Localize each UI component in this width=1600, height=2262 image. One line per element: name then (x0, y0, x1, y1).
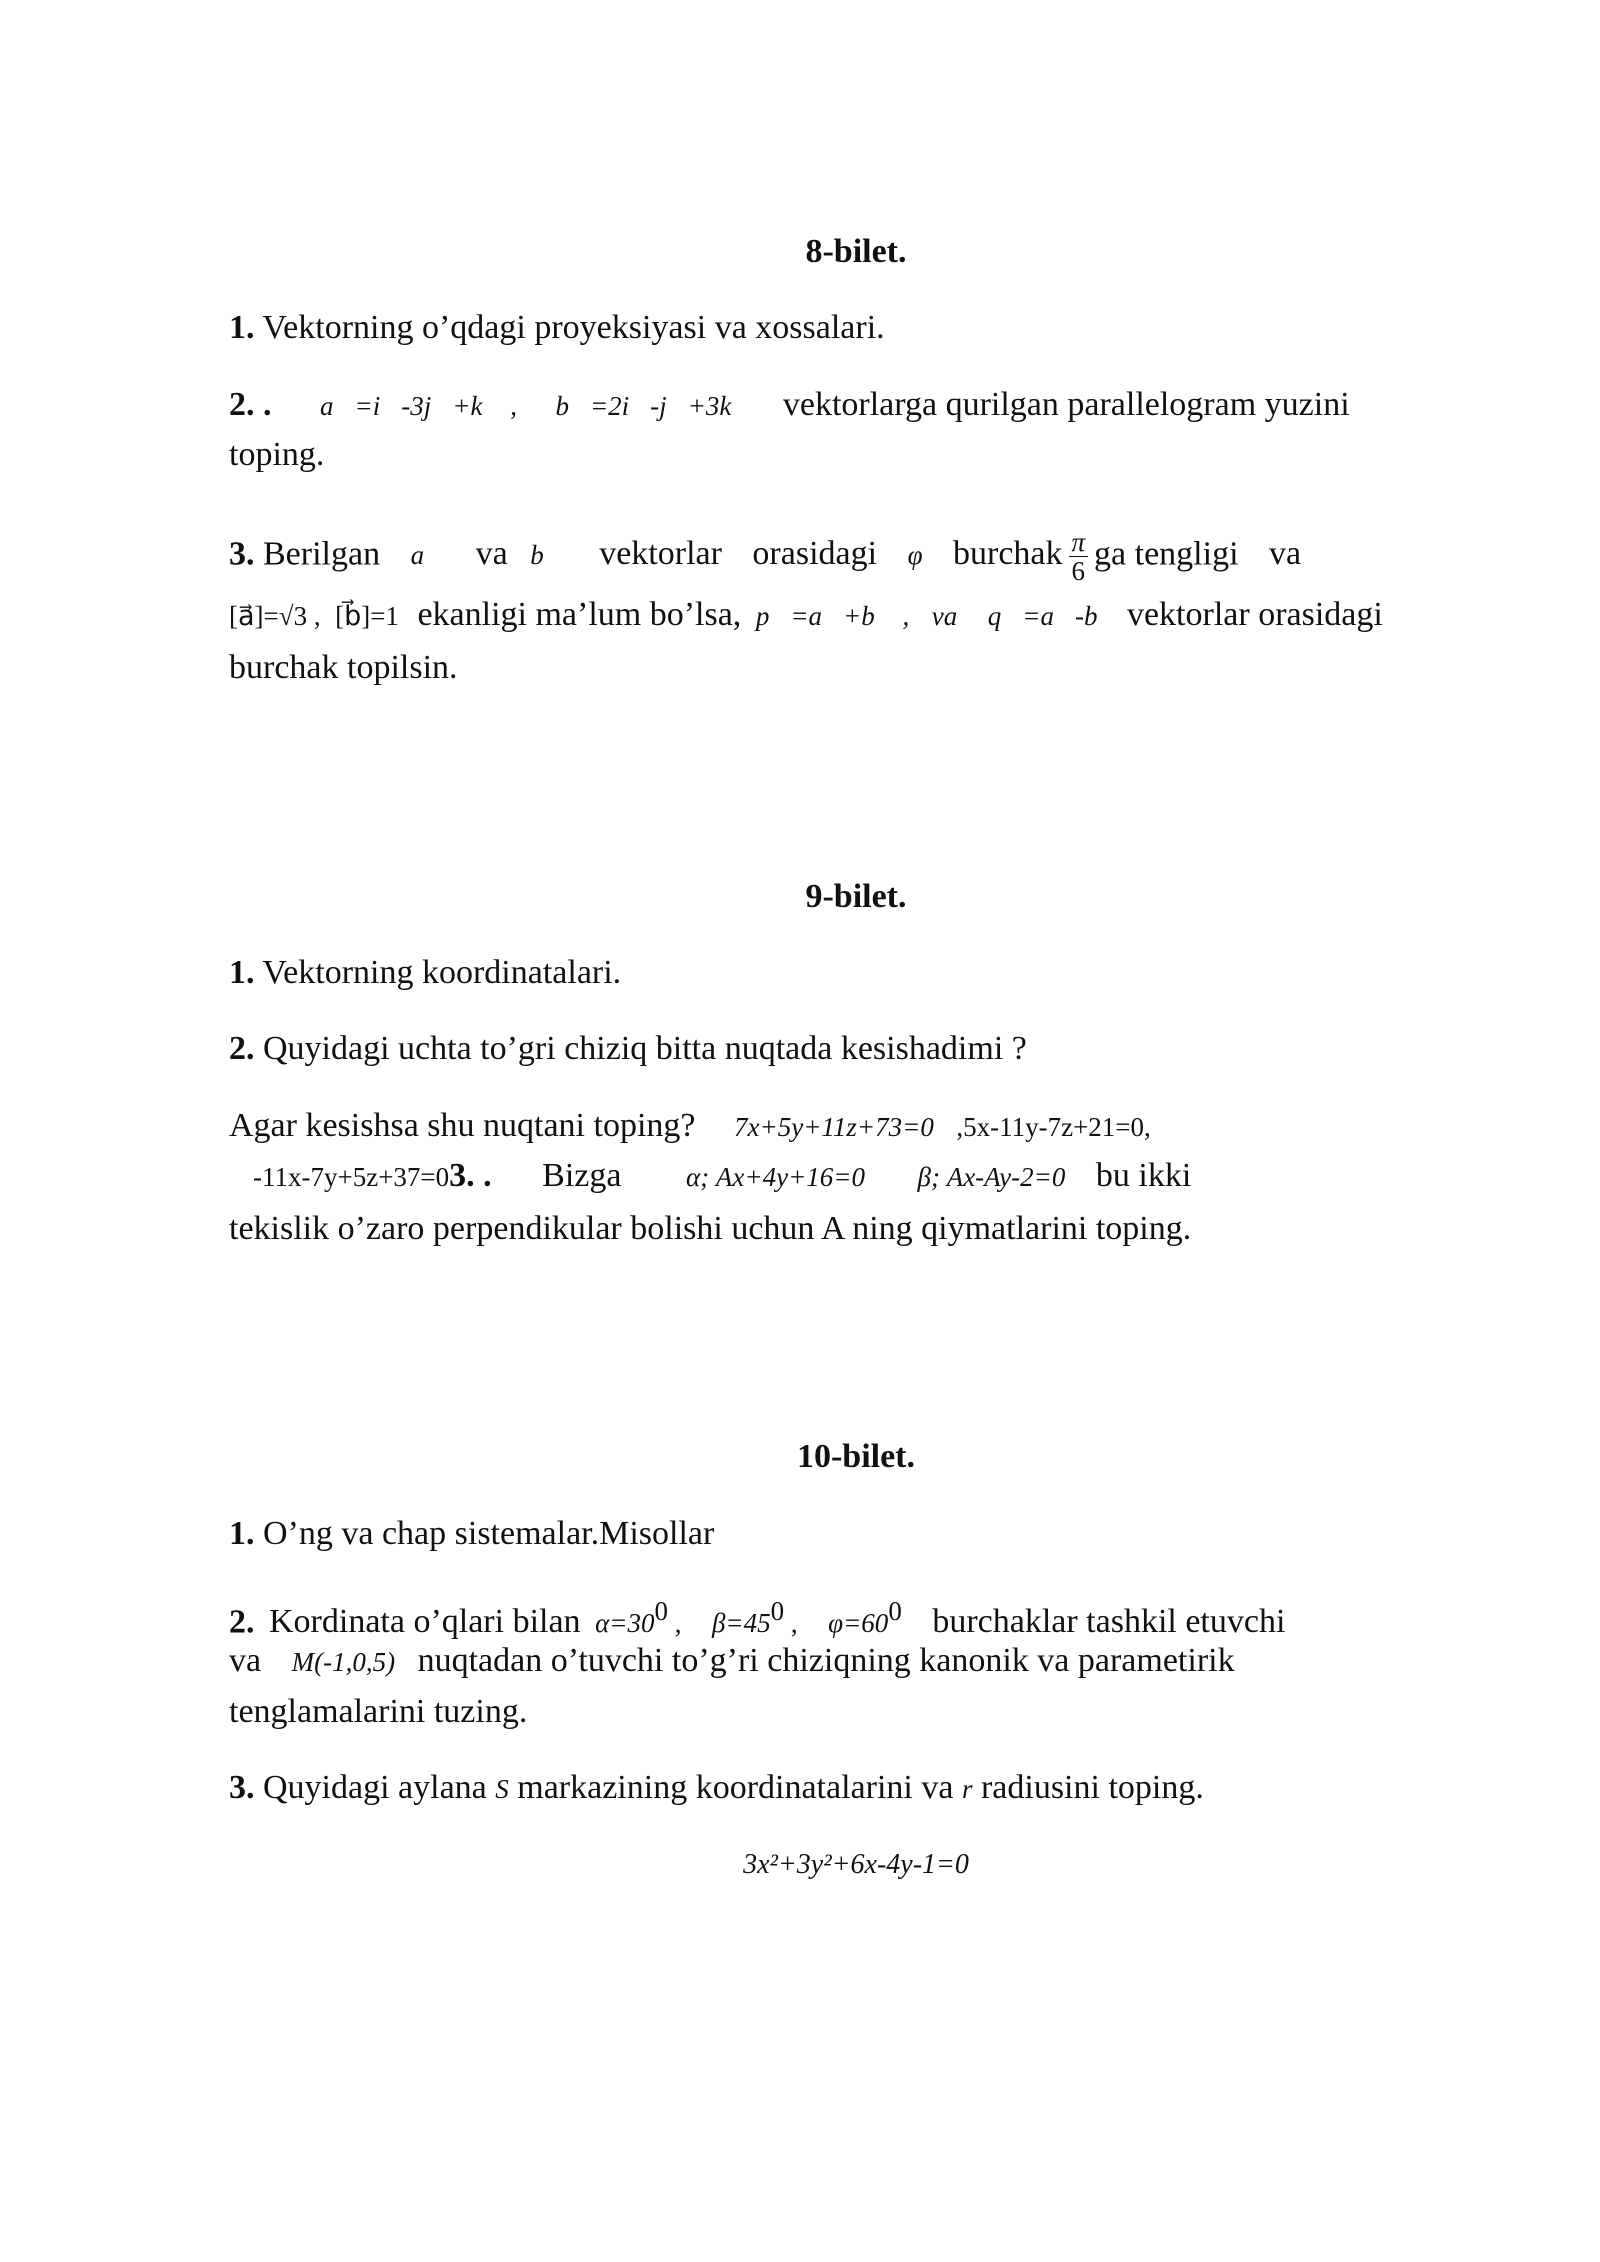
word: va (1269, 535, 1302, 573)
ticket-10-question-2-line-2 (229, 1641, 1235, 1682)
word: bu ikki (1095, 1157, 1192, 1194)
norm-a-equation: [a⃗]=√3 (229, 601, 308, 631)
word: Kordinata o’qlari bilan (269, 1603, 581, 1641)
question-text: vektorlarga qurilgan parallelogram yuzini (782, 386, 1350, 423)
line-2-equation: ,5x-11y-7z+21=0, (956, 1112, 1151, 1142)
ticket-10-question-3 (229, 1768, 1204, 1809)
fraction-pi-over-6 (1069, 528, 1089, 585)
plane-beta-equation: β; Ax-Ay-2=0 (917, 1162, 1066, 1192)
word: va (229, 1642, 262, 1679)
vector-a: a⃗ (410, 540, 446, 571)
symbol-r: r (961, 1774, 973, 1804)
question-text: O’ng va chap sistemalar.Misollar (263, 1515, 715, 1552)
degree-sup: 0 (888, 1596, 902, 1626)
word: ga tengligi (1094, 535, 1239, 573)
vector-q-equation: q⃗=a⃗-b⃗ (987, 601, 1119, 631)
word: vektorlar orasidagi (1126, 596, 1383, 633)
vector-p-equation: p⃗=a⃗+b⃗ , (755, 601, 910, 631)
word: burchak (953, 535, 1063, 573)
question-number: 2. . (229, 386, 272, 423)
ticket-8-question-1 (229, 308, 885, 348)
word-va: va (931, 601, 958, 631)
question-number: 2. (229, 1603, 255, 1641)
point-m: M(-1,0,5) (291, 1647, 396, 1677)
ticket-8-question-3-line-2 (229, 595, 1383, 636)
beta-angle: β=45 (711, 1608, 771, 1639)
line-1-equation: 7x+5y+11z+73=0 (734, 1112, 934, 1142)
separator: , (503, 391, 517, 421)
word: Bizga (542, 1157, 622, 1194)
question-number: 1. (229, 1515, 255, 1552)
ticket-9-line-3 (229, 1106, 1151, 1147)
vector-a-equation: a⃗=i⃗-3j⃗+k⃗ (320, 391, 504, 421)
word: orasidagi (752, 535, 878, 573)
question-number: 2. (229, 1030, 255, 1067)
ticket-9-question-1 (229, 953, 621, 993)
alpha-angle: α=30 (595, 1608, 655, 1639)
ticket-8-title: 8-bilet. (805, 233, 907, 270)
degree-sup: 0 (654, 1596, 668, 1626)
question-number: 3. (229, 535, 255, 573)
plane-alpha-equation: α; Ax+4y+16=0 (685, 1162, 866, 1192)
phi-angle: φ=60 (828, 1608, 889, 1639)
ticket-8-question-2 (229, 385, 1350, 426)
ticket-8-question-3-cont: burchak topilsin. (229, 649, 458, 686)
word: ekanligi ma’lum bo’lsa, (417, 596, 742, 633)
ticket-10-title: 10-bilet. (796, 1438, 916, 1475)
word: va (475, 535, 508, 573)
word: markazining koordinatalarini va (517, 1769, 954, 1806)
ticket-10-question-1 (229, 1514, 714, 1554)
word: Berilgan (263, 535, 381, 573)
separator: , (307, 601, 321, 631)
question-text: Quyidagi uchta to’gri chiziq bitta nuqtada kesishadimi ? (263, 1030, 1027, 1067)
question-number: 3. (229, 1769, 255, 1806)
question-text: Agar kesishsa shu nuqtani toping? (229, 1107, 696, 1144)
word: nuqtadan o’tuvchi to’g’ri chiziqning kanonik va parametirik (417, 1642, 1235, 1679)
ticket-8-question-2-cont: toping. (229, 436, 325, 473)
fraction-numerator: π (1069, 528, 1089, 557)
ticket-9-title: 9-bilet. (805, 878, 907, 915)
ticket-9-line-5: tekislik o’zaro perpendikular bolishi uchun A ning qiymatlarini toping. (229, 1210, 1192, 1247)
ticket-8-question-3 (229, 528, 1301, 585)
question-number: 1. (229, 954, 255, 991)
ticket-10-question-2: 2. Kordinata o’qlari bilan $\alpha=30^0$ , $\beta=45^0$ , $\varphi=60^0$ burchaklar tashkil etuvchi (229, 1596, 1286, 1641)
ticket-9-line-4 (229, 1156, 1191, 1197)
ticket-9-question-2 (229, 1029, 1027, 1069)
line-3-equation: -11x-7y+5z+37=0 (253, 1162, 450, 1192)
question-number: 3. . (449, 1157, 492, 1194)
word: burchaklar tashkil etuvchi (932, 1603, 1286, 1641)
word: radiusini toping. (980, 1769, 1204, 1806)
ticket-10-question-2-cont: tenglamalarini tuzing. (229, 1693, 528, 1730)
vector-b-equation: b⃗=2i⃗-j⃗+3k⃗ (555, 391, 753, 421)
symbol-s: S (495, 1774, 509, 1804)
question-text: Vektorning o’qdagi proyeksiyasi va xossalari. (262, 309, 885, 346)
angle-phi: φ (907, 540, 923, 571)
question-number: 1. (229, 309, 255, 346)
circle-equation: 3x²+3y²+6x-4y-1=0 (743, 1849, 969, 1880)
fraction-denominator: 6 (1071, 556, 1086, 586)
vector-b: b⃗ (530, 540, 565, 571)
norm-b-equation: [b⃗]=1 (335, 601, 399, 631)
degree-sup: 0 (770, 1596, 785, 1626)
word: vektorlar (599, 535, 722, 573)
question-text: Vektorning koordinatalari. (262, 954, 622, 991)
word: Quyidagi aylana (263, 1769, 487, 1806)
